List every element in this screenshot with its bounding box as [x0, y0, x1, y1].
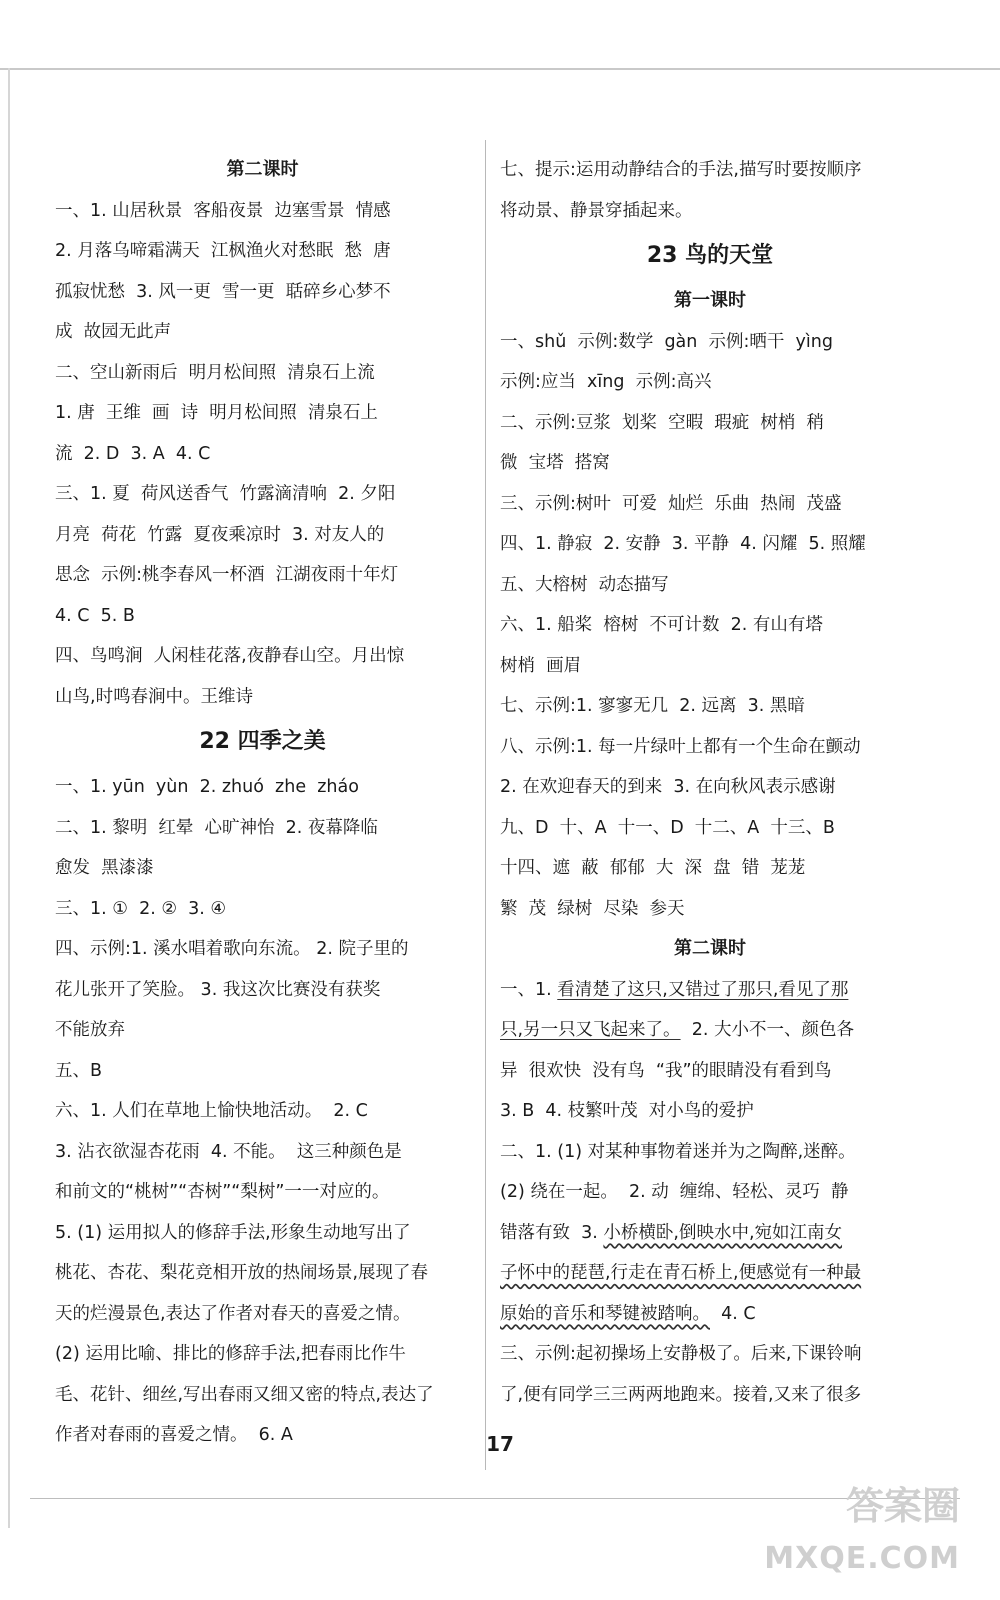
answer-line: 一、1. yūn yùn 2. zhuó zhe zháo: [55, 777, 359, 797]
answer-prefix: 一、1.: [500, 979, 558, 1000]
answer-line: 四、示例:1. 溪水唱着歌向东流。 2. 院子里的: [55, 939, 409, 959]
answer-line: 天的烂漫景色,表达了作者对春天的喜爱之情。: [55, 1303, 411, 1324]
answer-line: 三、1. ① 2. ② 3. ④: [55, 898, 227, 919]
answer-line: 四、1. 静寂 2. 安静 3. 平静 4. 闪耀 5. 照耀: [500, 534, 866, 554]
wavy-underlined-text: 原始的音乐和琴键被踏响。: [500, 1303, 710, 1324]
answer-prefix: 错落有致 3.: [500, 1222, 604, 1243]
answer-line: 三、1. 夏 荷风送香气 竹露滴清响 2. 夕阳: [55, 484, 396, 504]
answer-line: 了,便有同学三三两两地跑来。接着,又来了很多: [500, 1384, 862, 1405]
answer-line: 树梢 画眉: [500, 655, 582, 676]
answer-block-b: [55, 767, 470, 1456]
answer-line: 山鸟,时鸣春涧中。王维诗: [55, 686, 254, 707]
answer-line: 一、1. 山居秋景 客船夜景 边塞雪景 情感: [55, 200, 391, 221]
answer-line: [500, 1253, 920, 1294]
answer-line: 愈发 黑漆漆: [55, 858, 154, 878]
answer-line: [500, 1010, 920, 1051]
answer-line: (2) 绕在一起。 2. 动 缠绵、轻松、灵巧 静: [500, 1182, 849, 1202]
answer-line: 成 故园无此声: [55, 322, 172, 342]
answer-line: 一、shǔ 示例:数学 gàn 示例:晒干 yìng: [500, 331, 833, 352]
column-divider: [485, 140, 486, 1470]
answer-line: 六、1. 人们在草地上愉快地活动。 2. C: [55, 1101, 368, 1121]
answer-line: 2. 月落乌啼霜满天 江枫渔火对愁眠 愁 唐: [55, 241, 391, 261]
answer-line: 3. B 4. 枝繁叶茂 对小鸟的爱护: [500, 1101, 754, 1121]
wavy-underlined-text: 小桥横卧,倒映水中,宛如江南女: [603, 1222, 843, 1243]
answer-line: 四、鸟鸣涧 人闲桂花落,夜静春山空。月出惊: [55, 646, 405, 666]
answer-line: 思念 示例:桃李春风一杯酒 江湖夜雨十年灯: [55, 565, 399, 585]
answer-line: 繁 茂 绿树 尽染 参天: [500, 898, 685, 919]
answer-line: 孤寂忧愁 3. 风一更 雪一更 聒碎乡心梦不: [55, 281, 391, 302]
answer-line: 3. 沾衣欲湿杏花雨 4. 不能。 这三种颜色是: [55, 1141, 402, 1162]
answer-line: 4. C 5. B: [55, 605, 135, 626]
answer-line: 二、1. (1) 对某种事物着迷并为之陶醉,迷醉。: [500, 1141, 856, 1162]
lesson-title: 22 四季之美: [199, 729, 326, 754]
answer-line: 流 2. D 3. A 4. C: [55, 443, 211, 464]
answer-line: 将动景、静景穿插起来。: [500, 200, 693, 221]
right-column: [500, 150, 920, 1415]
answer-line: 九、D 十、A 十一、D 十二、A 十三、B: [500, 817, 835, 838]
answer-line: [500, 970, 920, 1011]
answer-line: (2) 运用比喻、排比的修辞手法,把春雨比作牛: [55, 1344, 406, 1364]
answer-line: 二、示例:豆浆 划桨 空暇 瑕疵 树梢 稍: [500, 412, 825, 433]
bottom-rule: [30, 1498, 960, 1499]
answer-line: 二、1. 黎明 红晕 心旷神怡 2. 夜幕降临: [55, 817, 378, 838]
answer-line: 2. 在欢迎春天的到来 3. 在向秋风表示感谢: [500, 777, 836, 797]
answer-line: [500, 1294, 920, 1335]
answer-line: [500, 1213, 920, 1254]
section-title: 第二课时: [674, 938, 746, 959]
answer-line: 十四、遮 蔽 郁郁 大 深 盘 错 茏茏: [500, 858, 806, 878]
answer-line: 七、示例:1. 寥寥无几 2. 远离 3. 黑暗: [500, 696, 805, 716]
section-title: 第二课时: [226, 159, 299, 180]
answer-line: 三、示例:起初操场上安静极了。后来,下课铃响: [500, 1344, 862, 1364]
underlined-text: 看清楚了这只,又错过了那只,看见了那: [557, 979, 849, 1000]
answer-line: 五、B: [55, 1060, 103, 1081]
page-number: 17: [486, 1432, 514, 1456]
underlined-text: 只,另一只又飞起来了。: [500, 1020, 681, 1040]
lesson-title: 23 鸟的天堂: [646, 243, 774, 268]
wavy-underlined-text: 子怀中的琵琶,行走在青石桥上,便感觉有一种最: [500, 1263, 862, 1283]
answer-line: 毛、花针、细丝,写出春雨又细又密的特点,表达了: [55, 1384, 434, 1405]
answer-line: 桃花、杏花、梨花竞相开放的热闹场景,展现了春: [55, 1263, 429, 1283]
answer-line: 和前文的“桃树”“杏树”“梨树”一一对应的。: [55, 1182, 390, 1202]
answer-line: 月亮 荷花 竹露 夏夜乘凉时 3. 对友人的: [55, 524, 385, 545]
section-title: 第一课时: [674, 290, 746, 311]
answer-line: 作者对春雨的喜爱之情。 6. A: [55, 1425, 293, 1445]
answer-block-a: [55, 191, 470, 718]
left-border: [8, 68, 10, 1528]
answer-line: 示例:应当 xīng 示例:高兴: [500, 372, 712, 392]
answer-line: 八、示例:1. 每一片绿叶上都有一个生命在颤动: [500, 736, 861, 757]
answer-line: 5. (1) 运用拟人的修辞手法,形象生动地写出了: [55, 1222, 411, 1243]
answer-line: 三、示例:树叶 可爱 灿烂 乐曲 热闹 茂盛: [500, 493, 842, 514]
watermark-logo: 答案圈: [845, 1484, 960, 1528]
top-border: [0, 68, 1000, 70]
answer-line: 花儿张开了笑脸。 3. 我这次比赛没有获奖: [55, 979, 381, 1000]
answer-line: 六、1. 船桨 榕树 不可计数 2. 有山有塔: [500, 615, 823, 635]
answer-line: 二、空山新雨后 明月松间照 清泉石上流: [55, 362, 375, 383]
answer-line: 1. 唐 王维 画 诗 明月松间照 清泉石上: [55, 403, 378, 423]
answer-line: 五、大榕树 动态描写: [500, 574, 669, 595]
answer-block-b: [500, 322, 920, 930]
answer-line: 微 宝塔 搭窝: [500, 453, 610, 473]
answer-text: 2. 大小不一、颜色各: [680, 1020, 854, 1040]
answer-line: 七、提示:运用动静结合的手法,描写时要按顺序: [500, 160, 862, 180]
answer-text: 4. C: [710, 1303, 756, 1324]
watermark-url: MXQE.COM: [764, 1541, 960, 1576]
answer-line: 不能放弃: [55, 1020, 125, 1040]
answer-line: 异 很欢快 没有鸟 “我”的眼睛没有看到鸟: [500, 1060, 832, 1081]
left-column: [55, 150, 470, 1456]
